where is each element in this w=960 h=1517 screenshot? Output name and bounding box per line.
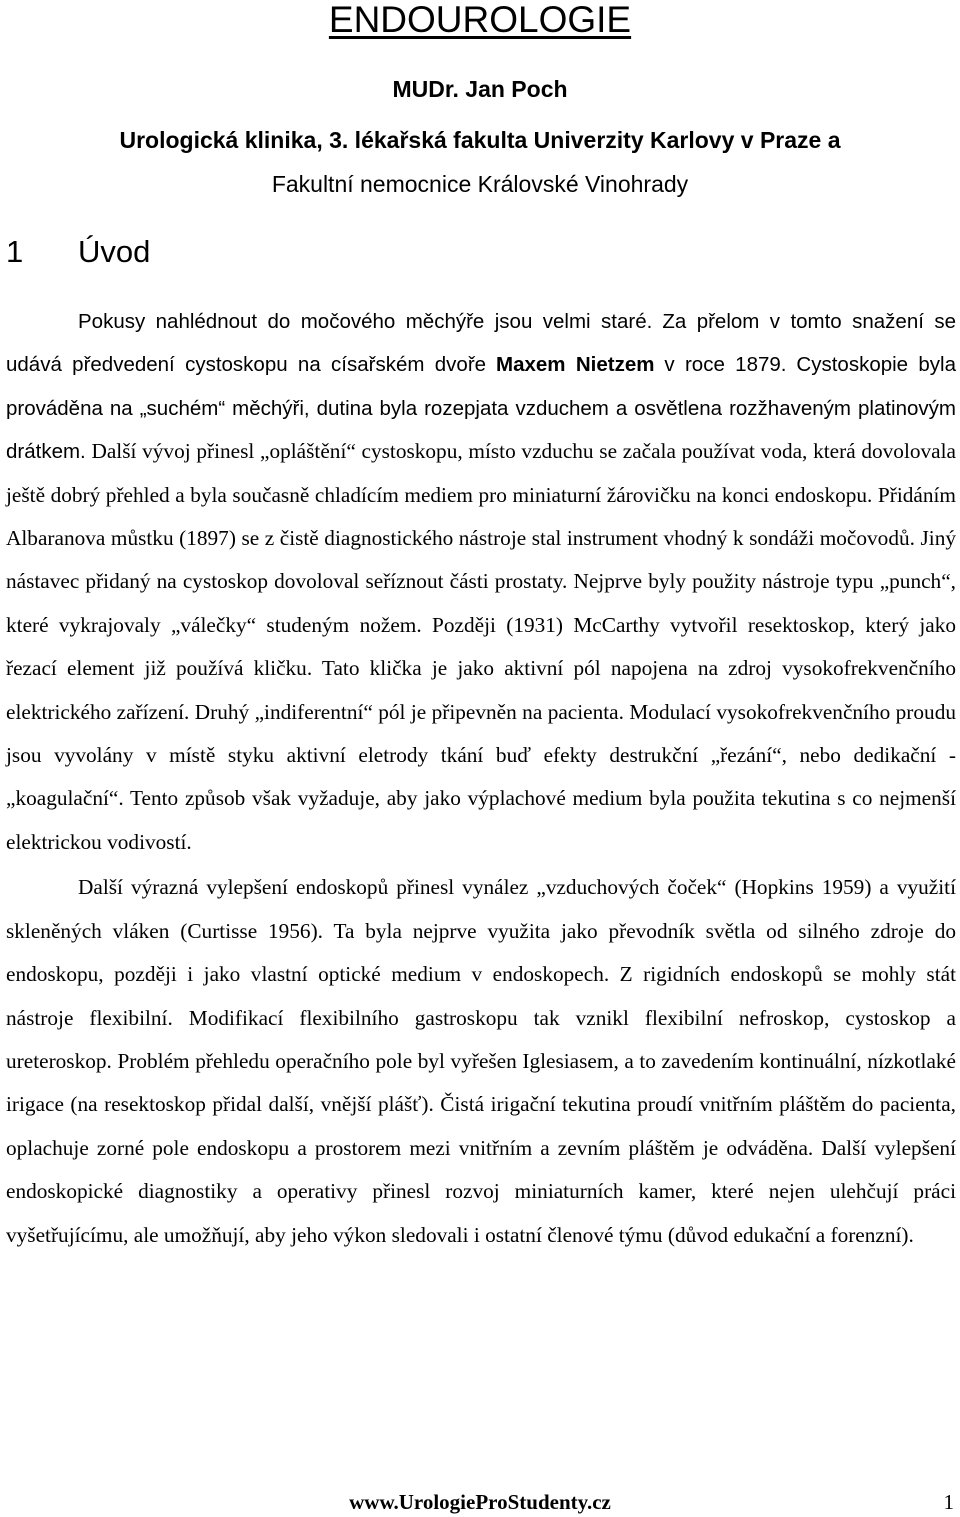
paragraph-1-sentence-3: Cystoskopie byla prováděna na „suchém“ měchýři, dutina byla rozepjata vzduchem a osvětlena rozžhaveným platinovým drátkem. <box>6 353 957 464</box>
affiliation <box>0 118 960 206</box>
footer-url: www.UrologieProStudenty.cz <box>349 1490 611 1514</box>
inventor-name: Maxem Nietzem <box>496 353 655 377</box>
paragraph-1 <box>6 300 956 864</box>
body-text <box>6 300 956 1257</box>
paragraph-1-sentence-2b: v roce 1879. <box>664 353 787 377</box>
document-title <box>0 0 960 40</box>
page-number: 1 <box>943 1490 954 1514</box>
document-title-text: ENDOUROLOGIE <box>328 0 632 40</box>
author-name: MUDr. Jan Poch <box>392 76 568 102</box>
affiliation-line-2: Fakultní nemocnice Královské Vinohrady <box>271 171 689 197</box>
paragraph-1-rest: Další vývoj přinesl „opláštění“ cystoskopu, místo vzduchu se začala používat voda, která dovolovala ještě dobrý přehled a byla současně chladícím mediem pro miniaturní žárovičku na konci endoskopu. Přidáním Albaranova můstku (1897) se z čistě diagnostického nástroje stal instrument vhodný k sondáži močovodů. Jiný nástavec přidaný na cystoskop dovoloval seříznout části prostaty. Nejprve byly použity nástroje typu „punch“, které vykrajovaly „válečky“ studeným nožem. Později (1931) McCarthy vytvořil resektoskop, který jako řezací element již používá kličku. Tato klička je jako aktivní pól napojena na zdroj vysokofrekvenčního elektrického zařízení. Druhý „indiferentní“ pól je připevněn na pacienta. Modulací vysokofrekvenčního proudu jsou vyvolány v místě styku aktivní eletrody tkání buď efekty destrukční „řezání“, nebo dedikační - „koagulační“. Tento způsob však vyžaduje, aby jako výplachové medium byla použita tekutina s co nejmenší elektrickou vodivostí. <box>6 439 956 854</box>
paragraph-1-sentence-1: Pokusy nahlédnout do močového měchýře jsou velmi staré. <box>78 310 653 333</box>
section-number: 1 <box>6 234 24 269</box>
affiliation-line-1: Urologická klinika, 3. lékařská fakulta Univerzity Karlovy v Praze a <box>119 127 841 153</box>
section-heading <box>6 232 150 272</box>
paragraph-2: Další výrazná vylepšení endoskopů přinesl vynález „vzduchových čoček“ (Hopkins 1959) a využití skleněných vláken (Curtisse 1956). Ta byla nejprve využita jako převodník světla od silného zdroje do endoskopu, později i jako vlastní optické medium v endoskopech. Z rigidních endoskopů se mohly stát nástroje flexibilní. Modifikací flexibilního gastroskopu tak vznikl flexibilní nefroskop, cystoskop a ureteroskop. Problém přehledu operačního pole byl vyřešen Iglesiasem, a to zavedením kontinuální, nízkotlaké irigace (na resektoskop přidal další, vnější plášť). Čistá irigační tekutina proudí vnitřním pláštěm do pacienta, oplachuje zorné pole endoskopu a prostorem mezi vnitřním a zevním pláštěm je odváděna. Další vylepšení endoskopické diagnostiky a operativy přinesl rozvoj miniaturních kamer, které nejen ulehčují práci vyšetřujícímu, ale umožňují, aby jeho výkon sledovali i ostatní členové týmu (důvod edukační a forenzní). <box>6 875 956 1247</box>
section-title: Úvod <box>78 234 151 269</box>
paragraph-1-sentence-2a: Za přelom v tomto snažení se udává předvedení cystoskopu na císařském dvoře <box>6 310 956 377</box>
